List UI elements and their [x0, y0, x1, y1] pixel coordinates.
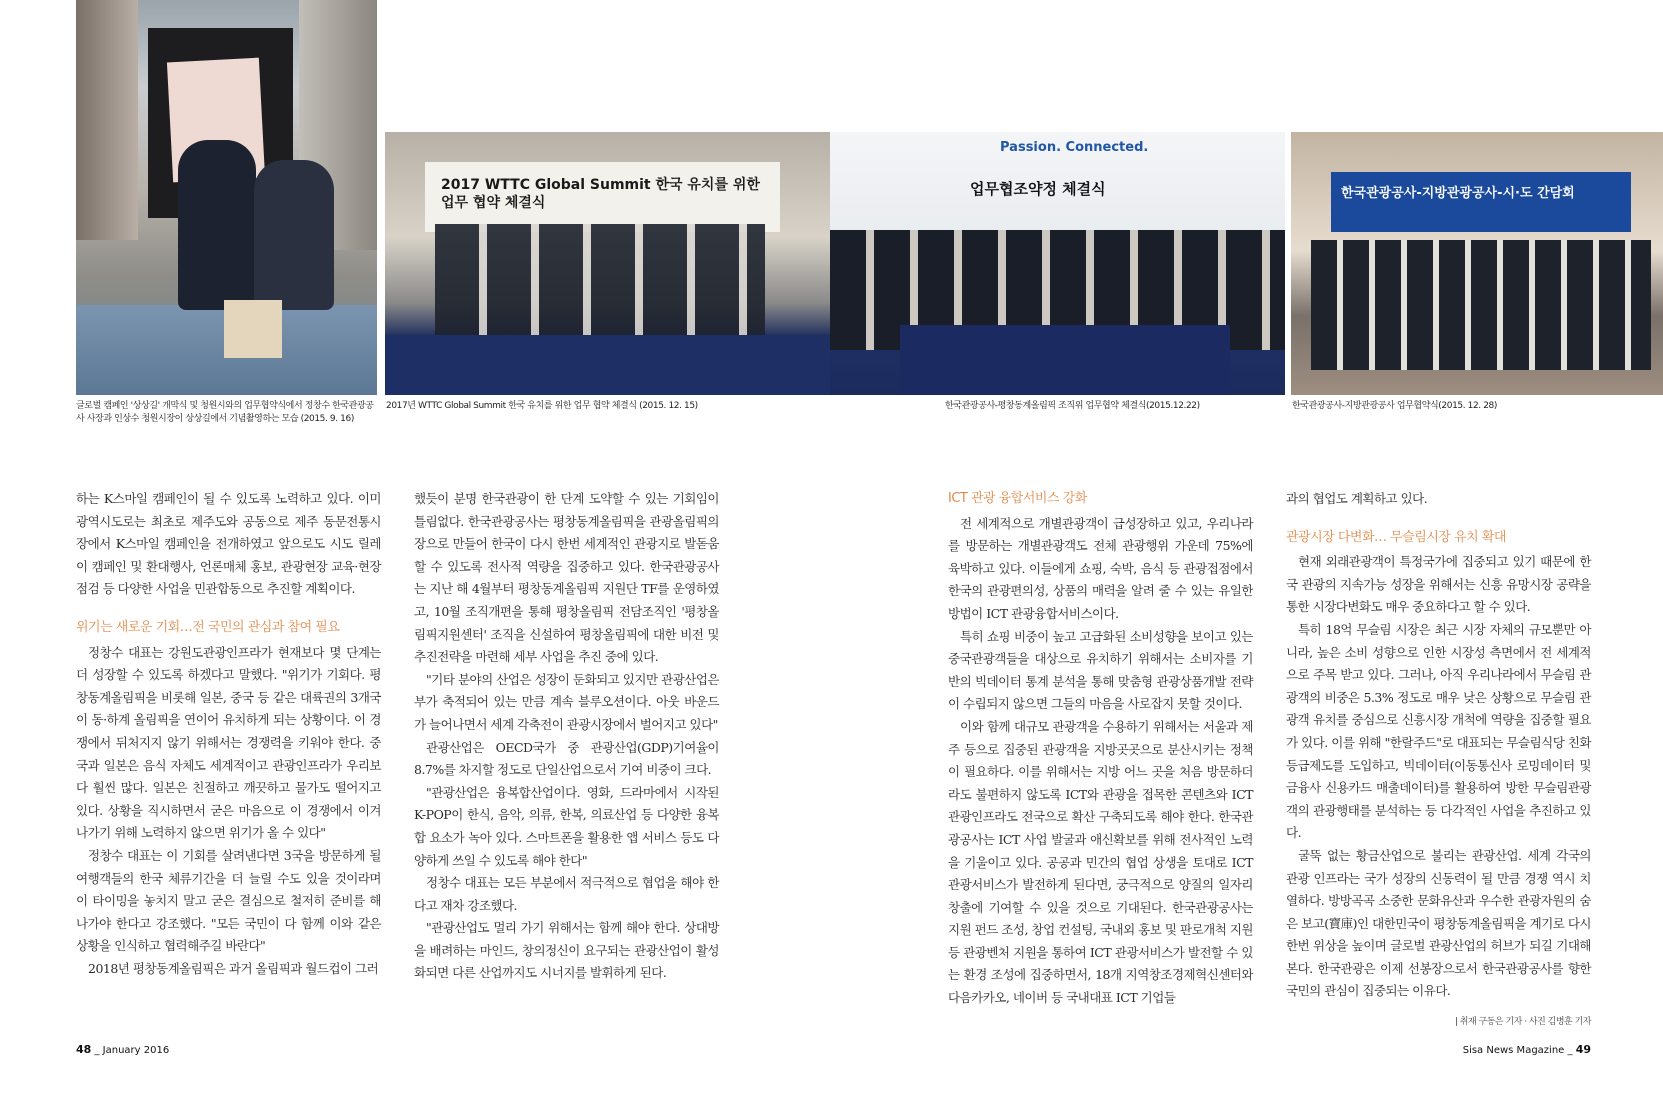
caption-photo3: 한국관광공사-평창동계올림픽 조직위 업무협약 체결식(2015.12.22) [945, 401, 1200, 411]
text-column-4 [1286, 488, 1591, 1034]
paragraph: 하는 K스마일 캠페인이 될 수 있도록 노력하고 있다. 이미 광역시도로는 최초로 제주도와 공동으로 제주 동문전통시장에서 K스마일 캠페인을 전개하였고 앞으로도 시도 릴레이 캠페인 및 환대행사, 언론매체 홍보, 관광현장 교육·현장점검 등 다양한 사업을 민관합동으로 추진할 계획이다. [76, 491, 381, 597]
page-number-left: 48 [76, 1043, 92, 1056]
council-group [1311, 240, 1651, 370]
section-heading: 위기는 새로운 기회…전 국민의 관심과 참여 필요 [76, 619, 340, 635]
paragraph: 현재 외래관광객이 특정국가에 집중되고 있기 때문에 한국 관광의 지속가능 성장을 위해서는 신흥 유망시장 공략을 통한 시장다변화도 매우 중요하다고 할 수 있다. [1286, 554, 1591, 615]
footer-right [1463, 1043, 1591, 1056]
paragraph: "관광산업은 융복합산업이다. 영화, 드라마에서 시작된 K-POP이 한식, 음악, 의류, 한복, 의료산업 등 다양한 융복합 요소가 녹아 있다. 스마트폰을 활용한 앱 서비스 등도 다양하게 쓰일 수 있도록 해야 한다" [414, 784, 719, 868]
paragraph: 정창수 대표는 강원도관광인프라가 현재보다 몇 단계는 더 성장할 수 있도록 하겠다고 말했다. "위기가 기회다. 평창동계올림픽을 비롯해 일본, 중국 등 같은 대륙권의 3개국이 동·하계 올림픽을 연이어 유치하게 되는 상황이다. 이 경쟁에서 뒤처지지 않기 위해서는 경쟁력을 키워야 한다. 중국과 일본은 음식 자체도 세계적이고 관광인프라가 우리보다 훨씬 많다. 일본은 친절하고 깨끗하고 물가도 떨어지고 있다. 상황을 직시하면서 굳은 마음으로 이 경쟁에서 이겨나가기 위해 노력하지 않으면 위기가 올 수 있다" [76, 644, 381, 841]
paragraph: 전 세계적으로 개별관광객이 급성장하고 있고, 우리나라를 방문하는 개별관광객도 전체 관광행위 가운데 75%에 육박하고 있다. 이들에게 쇼핑, 숙박, 음식 등 관광접점에서 한국의 관광편의성, 상품의 매력을 알려 줄 수 있는 유일한 방법이 ICT 관광융합서비스이다. [948, 515, 1253, 621]
paragraph: 관광산업은 OECD국가 중 관광산업(GDP)기여율이 8.7%를 차지할 정도로 단일산업으로서 기여 비중이 크다. [414, 739, 719, 778]
wttc-banner-text: 2017 WTTC Global Summit 한국 유치를 위한 업무 협약 체결식 [441, 177, 760, 211]
caption-photo2: 2017년 WTTC Global Summit 한국 유치를 위한 업무 협약 체결식 (2015. 12. 15) [386, 401, 698, 411]
paragraph: "기타 분야의 산업은 성장이 둔화되고 있지만 관광산업은 부가 축적되어 있는 만큼 계속 블루오션이다. 아웃 바운드가 늘어나면서 세계 각축전이 관광시장에서 벌어지고 있다" [414, 671, 719, 732]
passion-connected-slogan: Passion. Connected. [1000, 140, 1149, 155]
paragraph: 굴뚝 없는 황금산업으로 불리는 관광산업. 세계 각국의 관광 인프라는 국가 성장의 신동력이 될 만큼 경쟁 역시 치열하다. 방방곡곡 소중한 문화유산과 우수한 관광자원의 숨은 보고(寶庫)인 대한민국이 평창동계올림픽을 계기로 다시한번 위상을 높이며 글로벌 관광산업의 허브가 되길 기대해본다. 한국관광은 이제 선봉장으로서 한국관광공사를 향한 국민의 관심이 집중되는 이유다. [1286, 847, 1591, 999]
paragraph: "관광산업도 멀리 가기 위해서는 함께 해야 한다. 상대방을 배려하는 마인드, 창의정신이 요구되는 관광산업이 활성화되면 다른 산업까지도 시너지를 발휘하게 된다. [414, 920, 719, 981]
photo-sangsanggil-ceremony [76, 0, 377, 395]
byline-credit: | 취재 구동은 기자 · 사진 김병훈 기자 [1454, 1017, 1591, 1028]
footer-left [76, 1043, 169, 1056]
paragraph: 특히 쇼핑 비중이 높고 고급화된 소비성향을 보이고 있는 중국관광객들을 대상으로 유치하기 위해서는 소비자를 기반의 빅데이터 통계 분석을 통해 맞춤형 관광상품개발 전략이 수립되지 않으면 그들의 마음을 사로잡지 못할 것이다. [948, 628, 1253, 712]
kto-banner-text: 한국관광공사-지방관광공사-시·도 간담회 [1341, 186, 1575, 201]
paragraph: 과의 협업도 계획하고 있다. [1286, 491, 1428, 506]
paragraph: 정창수 대표는 모든 부분에서 적극적으로 협업을 해야 한다고 재차 강조했다. [414, 875, 719, 913]
pyeongchang-sign-title: 업무협조약정 체결식 [970, 180, 1106, 198]
magazine-name: Sisa News Magazine _ [1462, 1045, 1573, 1056]
paragraph: 특히 18억 무슬림 시장은 최근 시장 자체의 규모뿐만 아니라, 높은 소비 성향으로 인한 시장성 측면에서 전 세계적으로 주목 받고 있다. 그러나, 아직 우리나라에서 무슬림 관광객의 비중은 5.3% 정도로 매우 낮은 상황으로 무슬림 관광객 유치를 중심으로 신흥시장 개척에 역량을 집중할 필요가 있다. 이를 위해 "한랄주드"로 대표되는 무슬림식당 친화등급제도를 도입하고, 빅데이터(이동통신사 로밍데이터 및 금융사 신용카드 매출데이터)를 활용하여 방한 무슬림관광객의 관광행태를 분석하는 등 다각적인 사업을 추진하고 있다. [1286, 621, 1591, 841]
paragraph: 정창수 대표는 이 기회를 살려낸다면 3국을 방문하게 될 여행객들의 한국 체류기간을 더 늘릴 수도 있을 것이라며 이 타이밍을 놓치지 말고 굳은 결심으로 철저히 준비를 해나가야 한다고 강조했다. "모든 국민이 다 함께 이와 같은 상황을 인식하고 협력해주길 바란다" [76, 847, 381, 954]
person-right [254, 160, 334, 310]
paragraph: 이와 함께 대규모 관광객을 수용하기 위해서는 서울과 제주 등으로 집중된 관광객을 지방곳곳으로 분산시키는 정책이 필요하다. 이를 위해서는 지방 어느 곳을 처음 방문하더라도 불편하지 않도록 ICT와 관광을 접목한 콘텐츠와 ICT 관광인프라도 전국으로 확산 구축되도록 해야 한다. 한국관광공사는 ICT 사업 발굴과 애신확보를 위해 전사적인 노력을 기울이고 있다. 공공과 민간의 협업 상생을 토대로 ICT 관광서비스가 발전하게 된다면, 궁극적으로 양질의 일자리 창출에 기여할 수 있을 것으로 기대된다. 한국관광공사는 지원 펀드 조성, 창업 컨설팅, 국내외 홍보 및 판로개척 지원 등 관광벤처 지원을 통하여 ICT 관광서비스가 발전할 수 있는 환경 조성에 집중하면서, 18개 지역창조경제혁신센터와 다음카카오, 네이버 등 국내대표 ICT 기업들 [948, 718, 1253, 1006]
section-heading: 관광시장 다변화… 무슬림시장 유치 확대 [1286, 529, 1506, 545]
section-heading: ICT 관광 융합서비스 강화 [948, 491, 1087, 506]
signing-table [900, 325, 1230, 395]
paragraph: 2018년 평창동계올림픽은 과거 올림픽과 월드컵이 그러 [88, 960, 379, 976]
signing-group [435, 224, 765, 344]
signing-table [385, 335, 830, 395]
paragraph: 했듯이 분명 한국관광이 한 단계 도약할 수 있는 기회임이 틀림없다. 한국관광공사는 평창동계올림픽을 관광올림픽의 장으로 만들어 한국이 다시 한번 세계적인 관광지로 발돋움할 수 있도록 전사적 역량을 집중하고 있다. 한국관광공사는 지난 해 4월부터 평창동계올림픽 지원단 TF를 운영하였고, 10월 조직개편을 통해 평창올림픽 전담조직인 '평창올림픽지원센터' 조직을 신설하여 평창올림픽에 대한 비전 및 추진전략을 마련해 세부 사업을 추진 중에 있다. [414, 491, 719, 665]
photo-pyeongchang-signing [830, 132, 1285, 395]
photo-wttc-signing [385, 132, 830, 395]
photo-kto-council [1291, 132, 1663, 395]
kto-banner [1331, 172, 1631, 232]
caption-photo4: 한국관광공사-지방관광공사 업무협약식(2015. 12. 28) [1292, 401, 1497, 411]
text-column-2 [414, 488, 719, 985]
page-number-right: 49 [1575, 1043, 1591, 1056]
text-column-1 [76, 488, 381, 980]
plaque [224, 300, 282, 358]
wttc-banner [425, 162, 780, 232]
issue-date: _ January 2016 [94, 1045, 170, 1056]
caption-photo1: 글로벌 캠페인 '상상길' 개막식 및 청원시와의 업무협약식에서 정창수 한국관광공사 사장과 인상수 청원시장이 상상길에서 기념촬영하는 모습 (2015. 9. 16) [76, 401, 374, 424]
person-left [178, 140, 256, 310]
text-column-3 [948, 488, 1253, 1010]
building-left [76, 0, 138, 240]
